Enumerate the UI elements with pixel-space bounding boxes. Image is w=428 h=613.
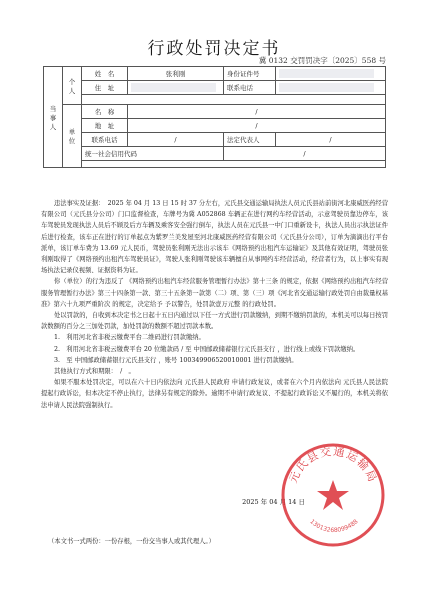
address-label: 住 址 xyxy=(82,81,128,95)
unit-label: 单位 xyxy=(63,105,82,168)
unit-name-value: / xyxy=(128,105,386,119)
payment-method-1: 1. 利用河北省非税云缴费平台二维码进行罚款缴纳。 xyxy=(54,334,205,342)
credit-code-value: / xyxy=(224,147,386,161)
official-seal xyxy=(278,440,388,550)
footer-note: （本文书一式两份：一份存根，一份交当事人或其代理人。） xyxy=(48,538,215,545)
legal-rep-value: / xyxy=(276,133,386,147)
unit-address-label: 地 址 xyxy=(82,119,128,133)
facts-paragraph: 违法事实及证据： 2025 年 04 月 13 日 15 时 37 分左右，元氏县交通运输局执法人员元氏县站前街河北康威医药经营有限公司（元氏县分公司）门口监督检查，车牌号为冀 A052868 车辆正在进行网约车经营活动，示意驾驶员靠边停车，该车驾驶员发现执法人员后不顾及后方车辆及乘客安全强行倒车，执法人员在元氏县一中门口重新设卡，执法人员出示执法证件后进行检查，该车正在进行的订单起点为紫罗兰美发屋至河北康威医药经营有限公司（元氏县分公司），订单为滴滴出行平台派单，该订单车费为 13.69 元人民币，驾驶员张利刚无法出示该车《网络预约出租汽车运输证》及其他有效证明，驾驶员张利刚取得了《网络预约出租汽车驾驶员证》，驾驶人张利刚驾驶该车辆擅自从事网约车经营活动，经营者行为，以上事实有现场执法记录仪视频、证据资料为证。 xyxy=(41,200,388,275)
spacer-cell xyxy=(82,164,386,168)
other-method: 其他执行方式和期限： / 。 xyxy=(54,368,135,376)
violation-paragraph: 你（单位）的行为违反了 《网络预约出租汽车经营服务管理暂行办法》第十三条 的规定，依据《网络预约出租汽车经营服务管理暂行办法》第三十四条第一款、第三十五条第一款第（二）项、第（三）项《河北省交通运输行政处罚自由裁量权基准》第六十九项严重阶次 的规定，决定给予 予以警告，处罚款壹万元整 的行政处罚。 xyxy=(41,278,388,308)
svg-text:13013268099488 xyxy=(308,518,359,534)
id-label: 身份证件号 xyxy=(224,67,276,81)
legal-rep-label: 法定代表人 xyxy=(224,133,276,147)
appeal-paragraph: 如果不服本处罚决定，可以在六十日内依法向 元氏县人民政府 申请行政复议，或者在六个月内依法向 元氏县人民法院 提起行政诉讼，但本决定不停止执行，法律另有规定的除外。逾期不申请行政复议、不提起行政诉讼又不履行的，本机关将依法申请人民法院强制执行。 xyxy=(41,379,388,409)
id-value xyxy=(276,67,386,81)
name-label: 姓 名 xyxy=(82,67,128,81)
unit-phone-label: 联系电话 xyxy=(82,133,128,147)
party-label: 当事人 xyxy=(44,67,63,168)
document-title: 行政处罚决定书 xyxy=(147,39,281,59)
redacted-block xyxy=(279,83,374,92)
document-number: 冀 0132 交罚罚决字〔2025〕558 号 xyxy=(258,56,386,65)
phone-label: 联系电话 xyxy=(224,81,276,95)
credit-code-label: 统一社会信用代码 xyxy=(82,147,224,161)
payment-method-3: 3. 至 中国邮政储蓄银行元氏县支行 ，账号 100349906520010001 进行罚款缴纳。 xyxy=(54,356,298,364)
unit-phone-value: / xyxy=(128,133,224,147)
decision-body xyxy=(41,198,388,411)
seal-number: 13013268099488 xyxy=(308,518,360,535)
svg-text:元氏县交通运输局 xyxy=(287,444,380,485)
payment-method-2: 2. 利用河北省非税云缴费平台 20 位缴款码 / 至 中国邮政储蓄银行元氏县支行 ，进行线上或线下罚款缴纳。 xyxy=(54,345,360,353)
decision-date: 2025 年 04 月 14 日 xyxy=(242,498,305,506)
unit-name-label: 名 称 xyxy=(82,105,128,119)
individual-label: 个人 xyxy=(63,67,82,105)
address-value xyxy=(128,81,224,95)
spacer-cell xyxy=(82,95,386,105)
payment-paragraph: 处以罚款的，自收到本决定书之日起十五日内通过以下任一方式进行罚款缴纳，到期不缴纳罚款的，本机关可以每日按罚款数额的百分之三加处罚款，加处罚款的数额不超过罚款本数。 xyxy=(41,312,388,331)
phone-value xyxy=(276,81,386,95)
seal-text: 元氏县交通运输局 xyxy=(286,444,380,485)
unit-address-value: / xyxy=(128,119,386,133)
name-value: 张利刚 xyxy=(128,67,224,81)
redacted-block xyxy=(131,83,216,92)
party-info-table xyxy=(43,66,386,168)
redacted-block xyxy=(279,69,374,78)
seal-star-icon xyxy=(317,480,349,510)
